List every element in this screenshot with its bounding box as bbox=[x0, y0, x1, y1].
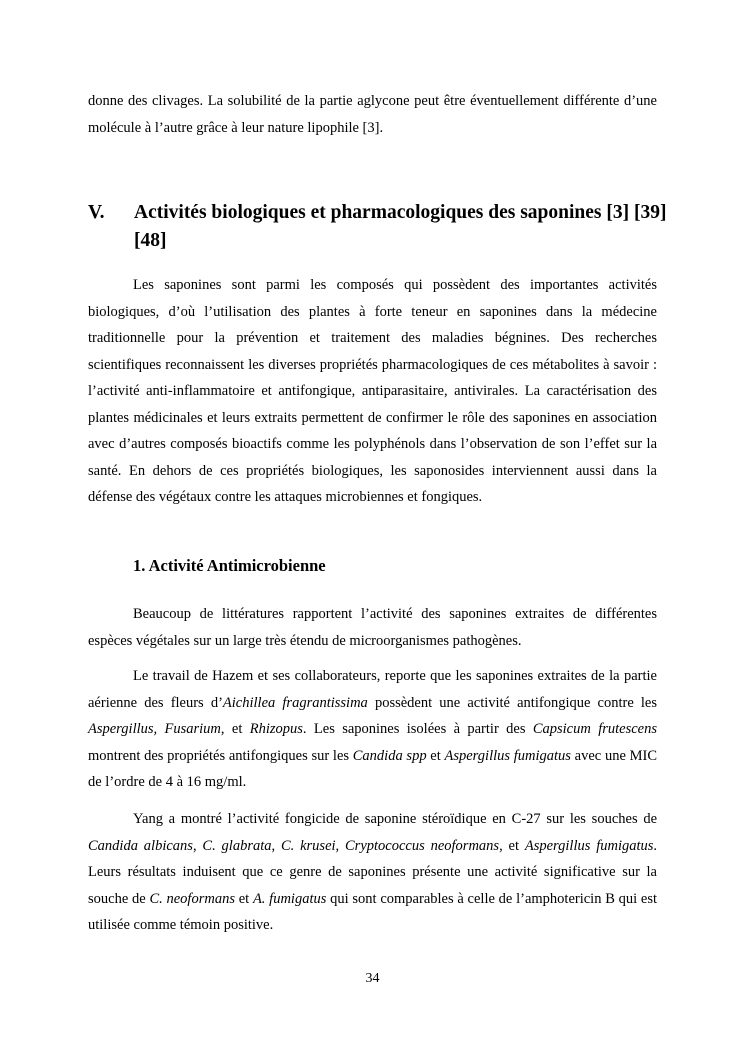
text-run: et bbox=[426, 747, 445, 764]
paragraph-yang bbox=[88, 806, 657, 939]
text-run: possèdent une activité antifongique contre les bbox=[367, 694, 658, 711]
text-run: avec une MIC de l’ordre de 4 à 16 mg/ml. bbox=[88, 747, 658, 790]
text-run: , bbox=[335, 837, 346, 854]
species-name: Aspergillus fumigatus bbox=[444, 747, 571, 764]
species-name: Candida spp bbox=[352, 747, 427, 764]
text-run: . Leurs résultats induisent que ce genre de saponines présente une activité significative sur la souche de bbox=[88, 837, 658, 907]
text-run: . Les saponines isolées à partir des bbox=[302, 721, 533, 737]
section-title: Activités biologiques et pharmacologiques des saponines [3] [39] [48] bbox=[134, 202, 667, 251]
species-name: Candida albicans bbox=[88, 837, 193, 854]
text-run: , bbox=[192, 837, 203, 854]
text-run: qui sont comparables à celle de l’amphotericin B qui est utilisée comme témoin positive. bbox=[88, 890, 658, 933]
paragraph-section: Les saponines sont parmi les composés qui possèdent des importantes activités biologiques, d’où l’utilisation des plantes à forte teneur en saponines dans la médecine traditionnelle pour la prévention et traitement des maladies bégnines. Des recherches scientifiques reconnaissent les diverses propriétés pharmacologiques de ces métabolites à savoir : l’activité anti-inflammatoire et antifongique, antiparasitaire, antivirales. La caractérisation des plantes médicinales et leurs extraits permettent de confirmer le rôle des saponines en association avec d’autres composés bioactifs comme les polyphénols dans l’observation de son l’effet sur la santé. En dehors de ces propriétés biologiques, les saponosides interviennent aussi dans la défense des végétaux contre les attaques microbiennes et fongiques. bbox=[88, 277, 657, 505]
text-run: , bbox=[271, 837, 281, 854]
section-number: V. bbox=[88, 202, 105, 223]
species-name: C. krusei bbox=[280, 837, 336, 854]
text-run: , et bbox=[220, 721, 250, 737]
species-name: Rhizopus bbox=[249, 721, 303, 737]
text-run: et bbox=[234, 890, 253, 907]
text-run: Yang a montré l’activité fongicide de saponine stéroïdique en C-27 sur les souches de bbox=[133, 811, 657, 827]
species-name: Aichillea fragrantissima bbox=[222, 694, 368, 711]
species-name: Capsicum frutescens bbox=[532, 721, 657, 737]
subsection-heading: 1. Activité Antimicrobienne bbox=[133, 556, 326, 575]
page-number: 34 bbox=[365, 971, 380, 986]
species-name: Aspergillus, Fusarium bbox=[88, 721, 221, 737]
text-run: Le travail de Hazem et ses collaborateurs, reporte que les saponines extraites de la partie aérienne des fleurs d’ bbox=[88, 668, 657, 711]
species-name: C. glabrata bbox=[202, 837, 272, 854]
text-run: , et bbox=[499, 837, 525, 854]
species-name: C. neoformans bbox=[149, 890, 235, 907]
species-name: A. fumigatus bbox=[252, 890, 327, 907]
section-heading bbox=[88, 199, 668, 255]
species-name: Aspergillus fumigatus bbox=[524, 837, 654, 854]
paragraph-hazem bbox=[88, 663, 657, 796]
paragraph-literature: Beaucoup de littératures rapportent l’activité des saponines extraites de différentes espèces végétales sur un large très étendu de microorganismes pathogènes. bbox=[88, 606, 657, 649]
species-name: Cryptococcus neoformans bbox=[345, 837, 500, 854]
paragraph-intro: donne des clivages. La solubilité de la partie aglycone peut être éventuellement différente d’une molécule à l’autre grâce à leur nature lipophile [3]. bbox=[88, 93, 657, 136]
text-run: montrent des propriétés antifongiques sur les bbox=[88, 747, 353, 764]
